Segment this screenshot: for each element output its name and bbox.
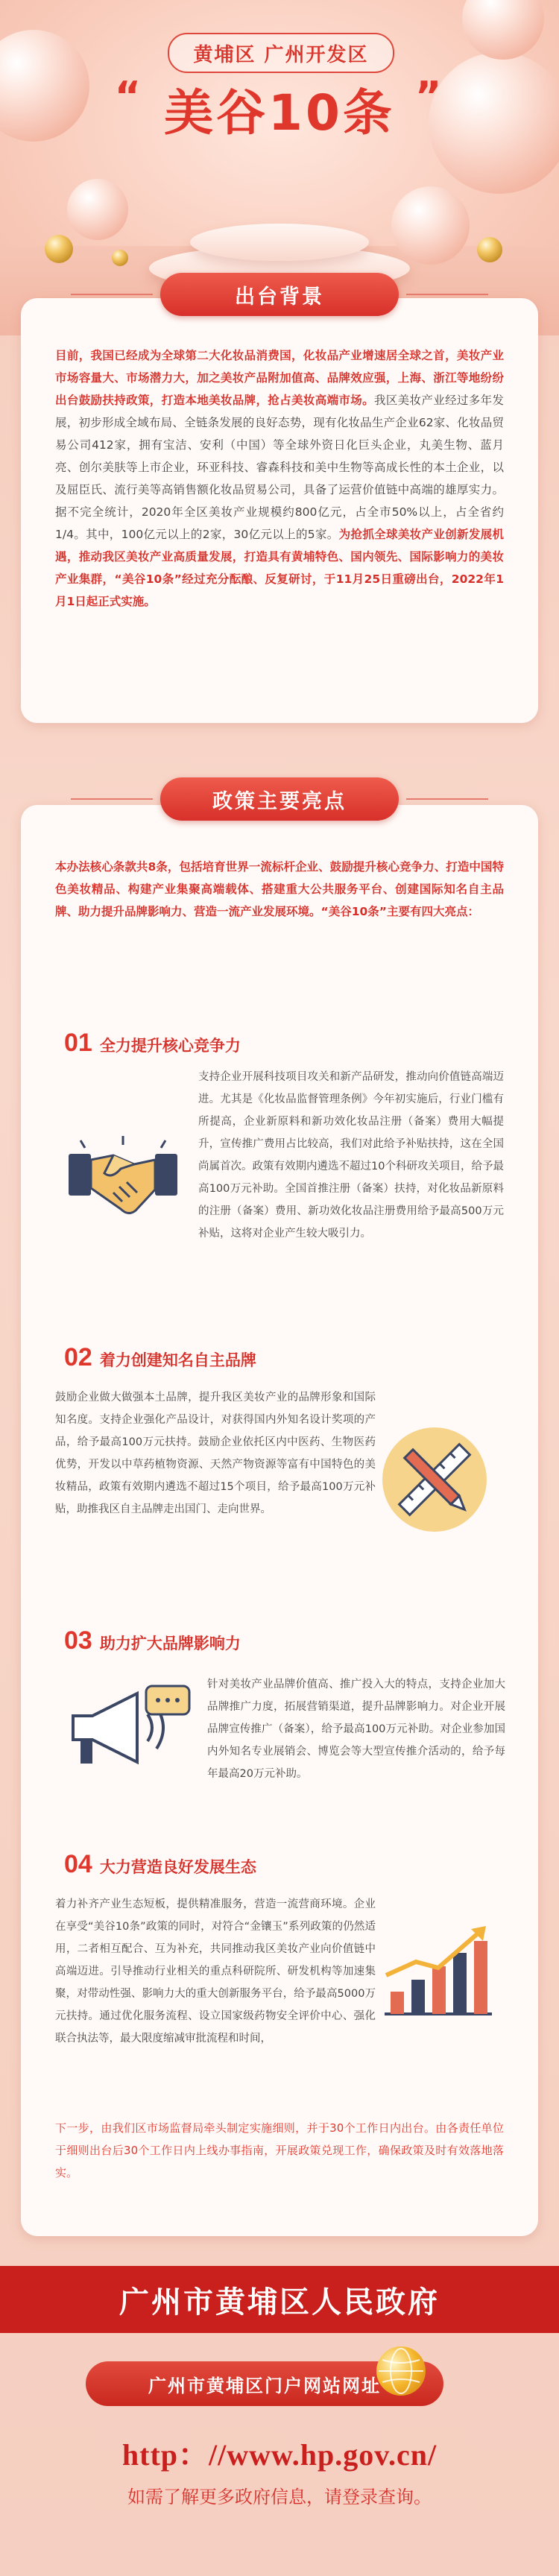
quote-open: “ <box>114 73 145 120</box>
background-card <box>21 298 538 723</box>
highlight-4-heading <box>64 1850 256 1879</box>
highlight-1-number: 01 <box>64 1029 92 1057</box>
page-title <box>0 73 559 144</box>
highlight-3-title: 助力扩大品牌影响力 <box>99 1635 241 1652</box>
quote-close: ” <box>414 73 445 120</box>
section-tag-highlights: 政策主要亮点 <box>160 777 399 821</box>
megaphone-icon <box>66 1685 192 1774</box>
intro-text: 本办法核心条款共8条，包括培育世界一流标杆企业、鼓励提升核心竞争力、打造中国特色美妆精品、构建产业集聚高端载体、搭建重大公共服务平台、创建国际知名自主品牌、助力提升品牌影响力、营造一流产业发展环境。“美谷10条”主要有四大亮点： <box>55 860 504 918</box>
highlight-1-body: 支持企业开展科技项目攻关和新产品研发，推动向价值链高端迈进。尤其是《化妆品监督管理条例》今年初实施后，行业门槛有所提高，企业新原料和新功效化妆品注册（备案）费用大幅提升，宣传推广费用占比较高，我们对此给予补贴扶持，这在全国尚属首次。政策有效期内遴选不超过10个科研攻关项目，给予最高100万元补助。全国首推注册（备案）扶持，对化妆品新原料的注册（备案）费用、新功效化妆品注册费用给予最高500万元补贴，这将对企业产生较大吸引力。 <box>198 1071 504 1240</box>
highlight-2-heading <box>64 1343 256 1372</box>
background-para-2: 我区美妆产业经过多年发展，初步形成全域布局、全链条发展的良好态势，现有化妆品生产企业62家、化妆品贸易公司412家，拥有宝洁、安利（中国）等全球外资日化巨头企业，丸美生物、蓝月亮、创尔美肤等上市企业，环亚科技、睿森科技和美中生物等高成长性的本土企业，以及屈臣氏、流行美等高销售额化妆品贸易公司，具备了运营价值链中高端的雄厚实力。据不完全统计，2020年全区美妆产业规模约800亿元，占全市50%以上，占全省约1/4。其中，100亿元以上的2家，30亿元以上的5家。 <box>55 394 504 541</box>
region-tag: 黄埔区 广州开发区 <box>168 33 394 73</box>
highlight-3-number: 03 <box>64 1626 92 1655</box>
decor-sphere <box>462 0 544 60</box>
closing-text: 下一步，由我们区市场监督局牵头制定实施细则，并于30个工作日内出台。由各责任单位于细则出台后30个工作日内上线办事指南，开展政策兑现工作，确保政策及时有效落地落实。 <box>55 2121 504 2179</box>
highlight-2-title: 着力创建知名自主品牌 <box>99 1351 256 1369</box>
highlight-4-title: 大力营造良好发展生态 <box>99 1858 256 1876</box>
highlight-4-number: 04 <box>64 1850 92 1878</box>
decor-sphere <box>67 179 128 240</box>
portal-label: 广州市黄埔区门户网站网址 <box>86 2361 443 2406</box>
footer-hint: 如需了解更多政府信息，请登录查询。 <box>127 2487 432 2507</box>
pencil-ruler-icon <box>379 1424 490 1535</box>
section-tag-background: 出台背景 <box>160 273 399 316</box>
globe-icon <box>376 2346 426 2396</box>
decor-gold-ball <box>477 237 502 262</box>
highlight-1-title: 全力提升核心竞争力 <box>99 1037 241 1055</box>
background-text <box>55 344 504 613</box>
decor-gold-ball <box>112 250 128 266</box>
title-text: 美谷10条 <box>164 84 395 142</box>
website-url-link[interactable]: http：//www.hp.gov.cn/ <box>121 2438 438 2472</box>
background-para-3: 为抢抓全球美妆产业创新发展机遇，推动我区美妆产业高质量发展，打造具有黄埔特色、国内领先、国际影响力的美妆产业集群，“美谷10条”经过充分酝酿、反复研讨，于11月25日重磅出台，2022年1月1日起正式实施。 <box>55 528 504 608</box>
handshake-icon <box>67 1133 179 1230</box>
highlights-intro <box>55 856 504 923</box>
highlight-2-number: 02 <box>64 1343 92 1371</box>
highlights-card <box>21 805 538 2236</box>
highlight-2-body: 鼓励企业做大做强本土品牌，提升我区美妆产业的品牌形象和国际知名度。支持企业强化产品设计，对获得国内外知名设计奖项的产品，给予最高100万元扶持。鼓励企业依托区内中医药、生物医药优势，开发以中草药植物资源、天然产物资源等富有中国特色的美妆精品，政策有效期内遴选不超过15个项目，给予最高100万元补贴，助推我区自主品牌走出国门、走向世界。 <box>55 1392 376 1515</box>
highlight-3-body: 针对美妆产业品牌价值高、推广投入大的特点，支持企业加大品牌推广力度，拓展营销渠道，提升品牌影响力。对企业开展品牌宣传推广（备案），给予最高100万元补助。对企业参加国内外知名专业展销会、博览会等大型宣传推介活动的，给予每年最高20万元补助。 <box>207 1679 505 1780</box>
decor-pedestal <box>190 224 369 261</box>
highlight-1-heading <box>64 1029 241 1058</box>
background-para-1: 目前，我国已经成为全球第二大化妆品消费国，化妆品产业增速居全球之首，美妆产业市场容量大、市场潜力大，加之美妆产品附加值高、品牌效应强，上海、浙江等地纷纷出台鼓励扶持政策，打造本地美妆品牌，抢占美妆高端市场。 <box>55 349 504 407</box>
highlight-3-heading <box>64 1626 241 1655</box>
growth-chart-icon <box>379 1923 498 2020</box>
highlight-4-body: 着力补齐产业生态短板，提供精准服务，营造一流营商环境。企业在享受“美谷10条”政策的同时，对符合“金镶玉”系列政策的仍然适用，二者相互配合、互为补充，共同推动我区美妆产业向价值链中高端迈进。引导推动行业相关的重点科研院所、研发机构等加速集聚，对带动性强、影响力大的重大创新服务平台，给予最高5000万元扶持。通过优化服务流程、设立国家级药物安全评价中心、强化联合执法等，最大限度缩减审批流程和时间， <box>55 1898 376 2045</box>
decor-sphere <box>391 186 470 265</box>
hero-banner <box>0 0 559 313</box>
decor-gold-ball <box>45 235 73 263</box>
government-name: 广州市黄埔区人民政府 <box>0 2266 559 2333</box>
